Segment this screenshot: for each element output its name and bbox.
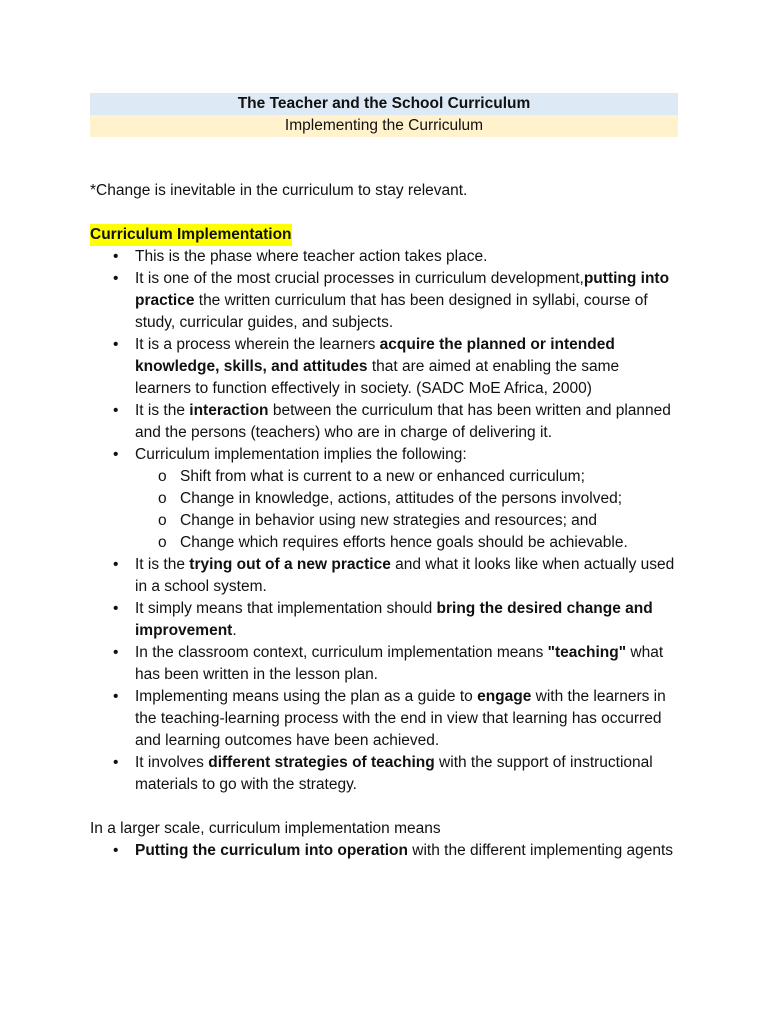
bullet-icon: • <box>113 688 119 705</box>
list-item <box>90 598 678 642</box>
implications-sub-list <box>135 466 678 554</box>
list-item <box>90 554 678 598</box>
sub-list-item-text: Change in knowledge, actions, attitudes of the persons involved; <box>180 490 623 507</box>
bullet-icon: • <box>113 600 119 617</box>
sub-list-item-text: Change which requires efforts hence goals should be achievable. <box>180 534 628 551</box>
list-item-text: the written curriculum that has been designed in syllabi, course of study, curricular guides, and subjects. <box>135 292 648 331</box>
sub-list-item <box>135 466 678 488</box>
sub-list-item-text: Shift from what is current to a new or enhanced curriculum; <box>180 468 585 485</box>
list-item-text: that are aimed at enabling the same learners to function effectively in society. (SADC MoE Africa, 2000) <box>135 358 620 397</box>
bullet-icon: • <box>113 556 119 573</box>
list-item-text: It is one of the most crucial processes in curriculum development, <box>135 270 584 287</box>
bullet-icon: • <box>113 336 119 353</box>
list-item-text: It is the <box>135 556 190 573</box>
sub-bullet-icon: o <box>158 468 167 485</box>
bullet-icon: • <box>113 842 119 859</box>
bullet-icon: • <box>113 644 119 661</box>
document-page <box>90 93 678 862</box>
section-heading: Curriculum Implementation <box>90 224 292 246</box>
list-item-text: . <box>232 622 237 639</box>
sub-list-item <box>135 532 678 554</box>
list-item-emphasis: putting into practice <box>135 270 670 309</box>
document-subtitle: Implementing the Curriculum <box>90 115 678 137</box>
sub-list-item <box>135 488 678 510</box>
sub-bullet-icon: o <box>158 534 167 551</box>
list-item-text: what has been written in the lesson plan. <box>135 644 664 683</box>
list-item-text: It is the <box>135 402 190 419</box>
bullet-icon: • <box>113 270 119 287</box>
list-item <box>90 752 678 796</box>
list-item <box>90 400 678 444</box>
list-item-text: with the learners in the teaching-learning process with the end in view that learning has occurred and learning outcomes have been achieved. <box>135 688 666 749</box>
list-item-text: Implementing means using the plan as a guide to <box>135 688 478 705</box>
list-item-text: between the curriculum that has been written and planned and the persons (teachers) who are in charge of delivering it. <box>135 402 671 441</box>
list-item-emphasis: acquire the planned or intended knowledge, skills, and attitudes <box>135 336 615 375</box>
bullet-icon: • <box>113 754 119 771</box>
list-item-text: and what it looks like when actually used in a school system. <box>135 556 675 595</box>
list-item-text: It is a process wherein the learners <box>135 336 380 353</box>
list-item <box>90 444 678 554</box>
list-item <box>90 268 678 334</box>
list-item-text: In the classroom context, curriculum implementation means <box>135 644 548 661</box>
paragraph-spacer <box>90 796 678 818</box>
list-item-text: It simply means that implementation should <box>135 600 437 617</box>
list-item-emphasis: "teaching" <box>547 644 627 661</box>
list-item-emphasis: Putting the curriculum into operation <box>135 842 408 859</box>
larger-scale-paragraph: In a larger scale, curriculum implementation means <box>90 820 441 837</box>
list-item-emphasis: bring the desired change and improvement <box>135 600 653 639</box>
list-item-text: with the different implementing agents <box>407 842 674 859</box>
list-item <box>90 642 678 686</box>
list-item-emphasis: engage <box>477 688 532 705</box>
implementation-bullet-list <box>90 246 678 796</box>
list-item-emphasis: trying out of a new practice <box>189 556 391 573</box>
list-item <box>90 246 678 268</box>
bullet-icon: • <box>113 248 119 265</box>
sub-list-item <box>135 510 678 532</box>
document-title: The Teacher and the School Curriculum <box>90 93 678 115</box>
list-item <box>90 686 678 752</box>
sub-bullet-icon: o <box>158 512 167 529</box>
list-item <box>90 334 678 400</box>
bullet-icon: • <box>113 446 119 463</box>
list-item-text: with the support of instructional materials to go with the strategy. <box>135 754 653 793</box>
list-item-emphasis: interaction <box>189 402 269 419</box>
larger-scale-bullet-list <box>90 840 678 862</box>
list-item-text: Curriculum implementation implies the following: <box>135 446 467 463</box>
sub-list-item-text: Change in behavior using new strategies and resources; and <box>180 512 598 529</box>
list-item <box>90 840 678 862</box>
list-item-emphasis: different strategies of teaching <box>208 754 435 771</box>
list-item-text: It involves <box>135 754 209 771</box>
sub-bullet-icon: o <box>158 490 167 507</box>
intro-paragraph: *Change is inevitable in the curriculum to stay relevant. <box>90 182 468 199</box>
list-item-text: This is the phase where teacher action takes place. <box>135 248 488 265</box>
bullet-icon: • <box>113 402 119 419</box>
